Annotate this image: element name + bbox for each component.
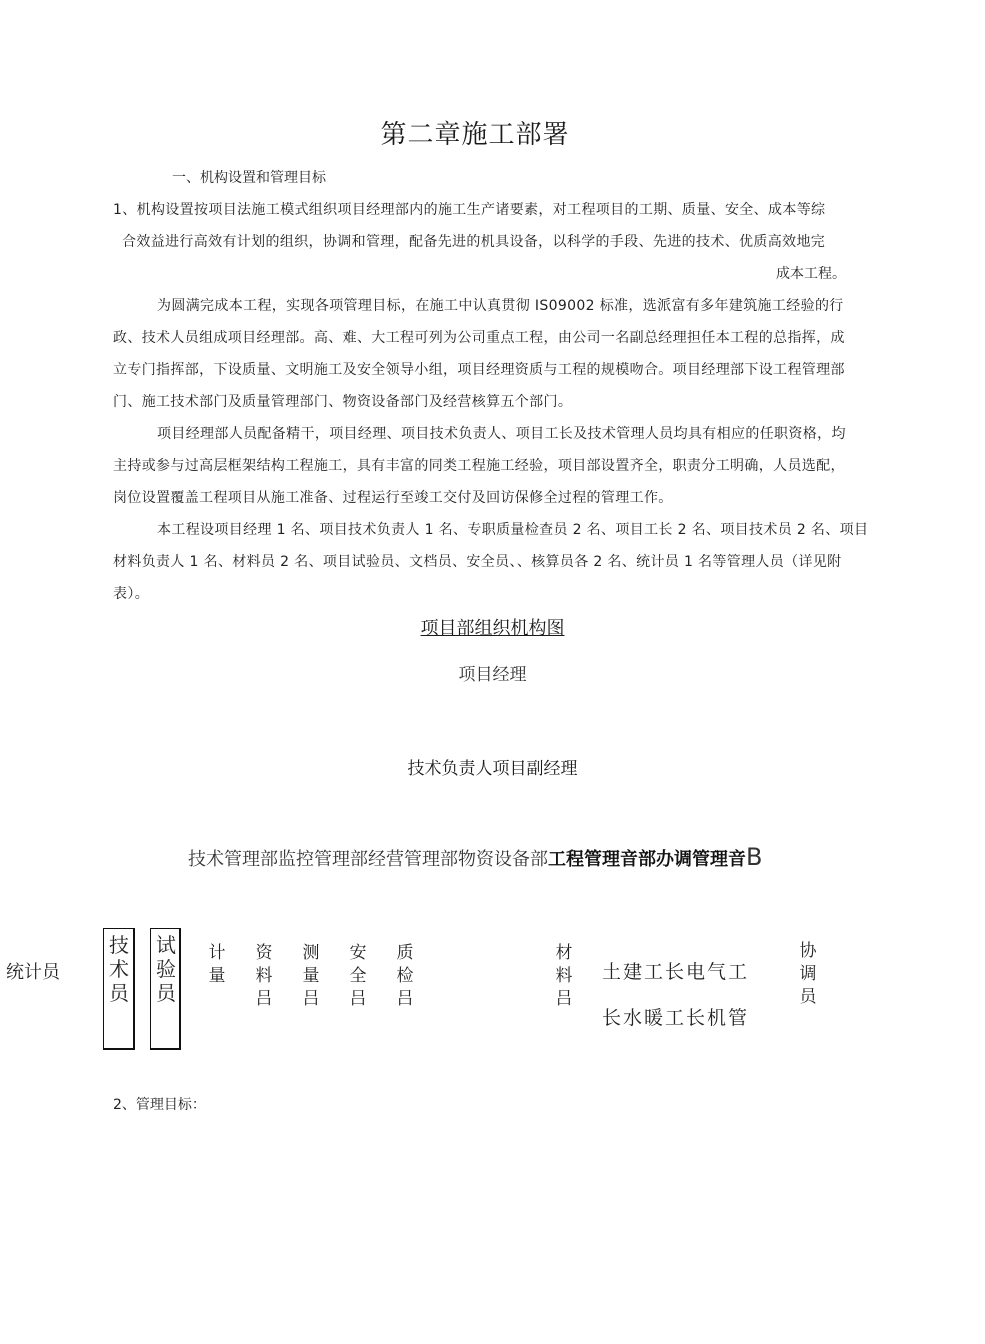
departments-tail: B xyxy=(746,843,763,871)
para1-line1: 1、机构设置按项目法施工模式组织项目经理部内的施工生产诸要素，对工程项目的工期、质量、安全、成本等综 xyxy=(113,202,826,218)
para4-line3: 表）。 xyxy=(113,586,150,602)
org-departments-row xyxy=(188,843,762,871)
para2-line1: 为圆满完成本工程，实现各项管理目标，在施工中认真贯彻 IS09002 标准，选派富有多年建筑施工经验的行 xyxy=(157,298,844,314)
staff-technician: 技术员 xyxy=(109,933,129,1005)
staff-materials: 材料吕 xyxy=(555,943,573,1009)
staff-documents: 资料吕 xyxy=(255,943,273,1009)
para3-line2: 主持或参与过高层框架结构工程施工，具有丰富的同类工程施工经验，项目部设置齐全，职责分工明确，人员选配， xyxy=(113,458,845,474)
section-heading-2: 2、管理目标： xyxy=(113,1097,206,1113)
para2-line3: 立专门指挥部，下设质量、文明施工及安全领导小组，项目经理资质与工程的规模吻合。项目经理部下设工程管理部 xyxy=(113,362,845,378)
para3-line3: 岗位设置覆盖工程项目从施工准备、过程运行至竣工交付及回访保修全过程的管理工作。 xyxy=(113,490,673,506)
para3-line1: 项目经理部人员配备精干，项目经理、项目技术负责人、项目工长及技术管理人员均具有相应的任职资格，均 xyxy=(157,426,846,442)
org-chart-title: 项目部组织机构图 xyxy=(420,618,565,639)
departments-bold: 工程管理音部办调管理音 xyxy=(548,849,746,870)
staff-foremen-line2: 长水暖工长机管 xyxy=(602,1007,750,1029)
para4-line1: 本工程设项目经理 1 名、项目技术负责人 1 名、专职质量检查员 2 名、项目工长 2 名、项目技术员 2 名、项目 xyxy=(157,522,869,538)
staff-statistician: 统计员 xyxy=(6,962,60,983)
para1-line2: 合效益进行高效有计划的组织，协调和管理，配备先进的机具设备，以科学的手段、先进的技术、优质高效地完 xyxy=(122,234,826,250)
org-tech-and-deputy: 技术负责人项目副经理 xyxy=(407,759,578,779)
page-title: 第二章施工部署 xyxy=(380,120,570,150)
para2-line2: 政、技术人员组成项目经理部。高、难、大工程可列为公司重点工程，由公司一名副总经理担任本工程的总指挥，成 xyxy=(113,330,845,346)
staff-tester: 试验员 xyxy=(156,933,176,1005)
staff-technician-box xyxy=(103,928,135,1050)
staff-coordinator: 协调员 xyxy=(799,941,817,1007)
staff-surveying: 测量吕 xyxy=(302,943,320,1009)
para4-line2: 材料负责人 1 名、材料员 2 名、项目试验员、文档员、安全员、、核算员各 2 名、统计员 1 名等管理人员（详见附 xyxy=(113,554,842,570)
para1-line3: 成本工程。 xyxy=(776,266,846,282)
staff-tester-box xyxy=(150,928,181,1050)
section-heading-1: 一、机构设置和管理目标 xyxy=(172,170,326,186)
staff-safety: 安全吕 xyxy=(349,943,367,1009)
para2-line4: 门、施工技术部门及质量管理部门、物资设备部门及经营核算五个部门。 xyxy=(113,394,573,410)
departments-regular: 技术管理部监控管理部经营管理部物资设备部 xyxy=(188,849,548,870)
org-project-manager: 项目经理 xyxy=(458,665,527,685)
staff-foremen-line1: 土建工长电气工 xyxy=(602,961,750,983)
staff-quality: 质检吕 xyxy=(396,943,414,1009)
staff-metering: 计量 xyxy=(208,943,226,986)
